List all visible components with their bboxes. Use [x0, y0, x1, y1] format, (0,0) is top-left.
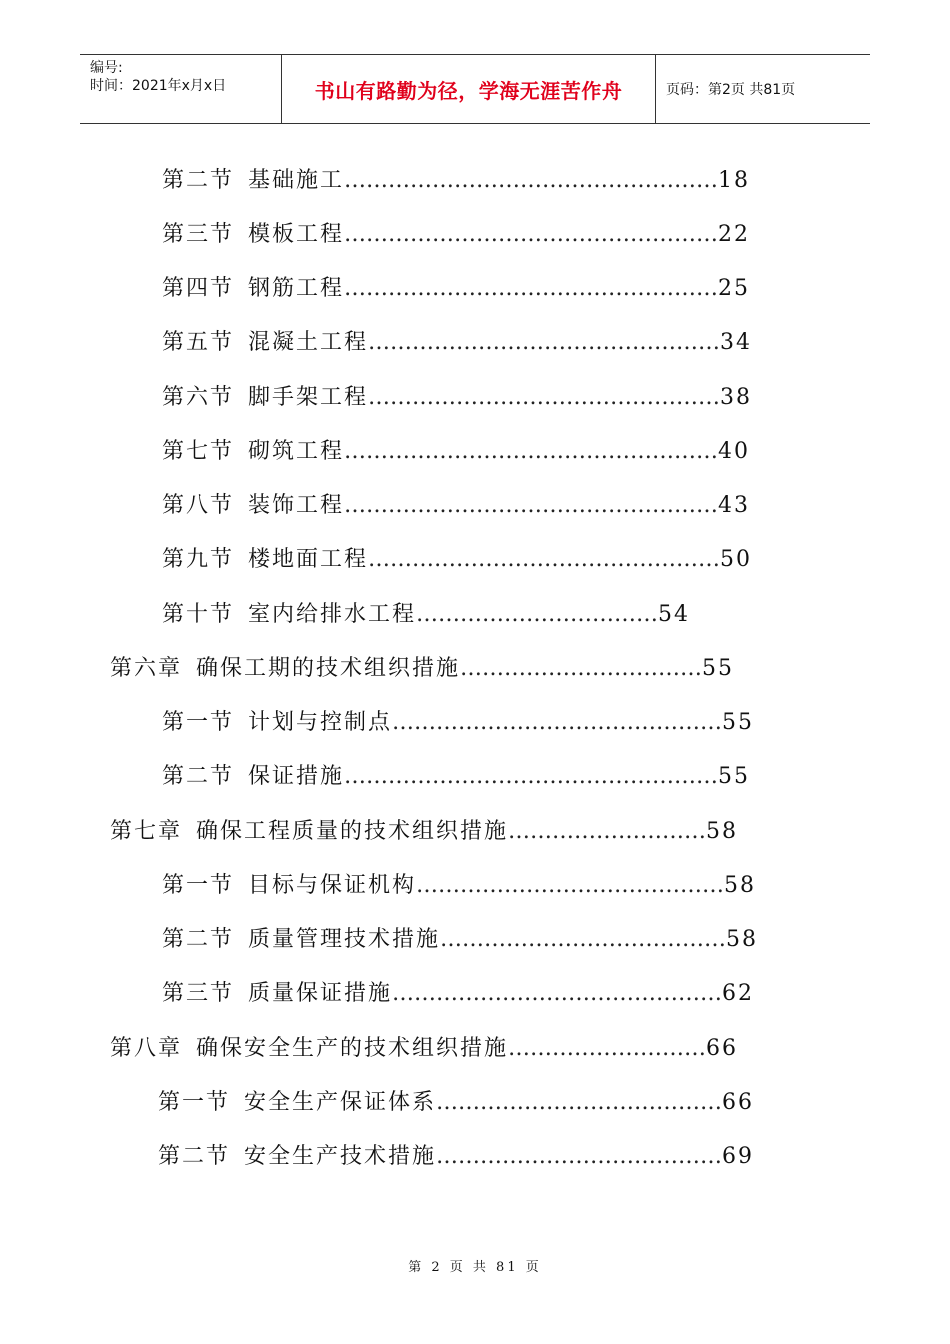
toc-number: 第八章	[110, 1036, 183, 1061]
toc-page: 62	[722, 981, 755, 1006]
toc-number: 第二节	[162, 927, 235, 952]
toc-number: 第二节	[158, 1144, 231, 1169]
toc-leader: …………………………………	[440, 927, 727, 952]
toc-page: 55	[718, 764, 751, 789]
toc-leader: …………………………………………	[368, 330, 721, 355]
date-label: 时间：2021年x月x日	[90, 78, 227, 94]
toc-entry[interactable]	[162, 979, 754, 1009]
toc-entry[interactable]	[162, 545, 752, 575]
toc-number: 第六节	[162, 385, 235, 410]
toc-entry[interactable]	[162, 383, 752, 413]
toc-entry[interactable]	[162, 871, 756, 901]
toc-entry[interactable]	[162, 166, 750, 196]
toc-title: 目标与保证机构	[248, 873, 417, 898]
toc-number: 第十节	[162, 602, 235, 627]
toc-number: 第六章	[110, 656, 183, 681]
toc-leader: ………………………	[508, 1036, 707, 1061]
toc-entry[interactable]	[162, 491, 750, 521]
toc-entry[interactable]	[162, 762, 750, 792]
toc-title: 确保工期的技术组织措施	[196, 656, 461, 681]
toc-page: 50	[720, 547, 753, 572]
toc-entry[interactable]	[162, 600, 690, 630]
toc-leader: ……………………………………………	[344, 222, 719, 247]
toc-title: 质量保证措施	[248, 981, 393, 1006]
toc-page: 69	[722, 1144, 755, 1169]
toc-page: 22	[718, 222, 751, 247]
toc-entry-chapter[interactable]	[110, 654, 734, 684]
toc-entry[interactable]	[162, 220, 750, 250]
toc-number: 第五节	[162, 330, 235, 355]
toc-page: 58	[706, 819, 739, 844]
toc-page: 25	[718, 276, 751, 301]
toc-number: 第八节	[162, 493, 235, 518]
toc-entry[interactable]	[162, 274, 750, 304]
toc-leader: ………………………	[508, 819, 707, 844]
toc-title: 基础施工	[248, 168, 345, 193]
toc-page: 66	[722, 1090, 755, 1115]
toc-leader: ……………………………………………	[344, 764, 719, 789]
toc-page: 43	[718, 493, 751, 518]
toc-title: 混凝土工程	[248, 330, 369, 355]
toc-leader: ……………………………	[416, 602, 659, 627]
toc-title: 确保安全生产的技术组织措施	[196, 1036, 509, 1061]
toc-entry[interactable]	[158, 1142, 754, 1172]
toc-number: 第四节	[162, 276, 235, 301]
toc-leader: ……………………………………………	[344, 276, 719, 301]
toc-leader: …………………………………………	[368, 547, 721, 572]
toc-entry[interactable]	[162, 328, 752, 358]
toc-leader: ……………………………………	[416, 873, 725, 898]
header-meta	[80, 55, 282, 123]
toc-number: 第二节	[162, 168, 235, 193]
toc-title: 砌筑工程	[248, 439, 345, 464]
toc-leader: ………………………………………	[392, 710, 723, 735]
toc-leader: …………………………………	[436, 1090, 723, 1115]
header-motto: 书山有路勤为径，学海无涯苦作舟	[282, 55, 656, 123]
toc-number: 第三节	[162, 981, 235, 1006]
serial-label: 编号:	[90, 60, 123, 76]
toc-entry-chapter[interactable]	[110, 817, 738, 847]
toc-leader: ……………………………………………	[344, 168, 719, 193]
toc-title: 质量管理技术措施	[248, 927, 441, 952]
page-header	[80, 54, 870, 124]
toc-title: 安全生产技术措施	[244, 1144, 437, 1169]
toc-number: 第一节	[162, 873, 235, 898]
toc-page: 55	[702, 656, 735, 681]
toc-leader: ……………………………………………	[344, 493, 719, 518]
toc-page: 58	[726, 927, 759, 952]
toc-page: 18	[718, 168, 751, 193]
toc-page: 66	[706, 1036, 739, 1061]
toc-number: 第七章	[110, 819, 183, 844]
toc-page: 55	[722, 710, 755, 735]
toc-title: 脚手架工程	[248, 385, 369, 410]
toc-title: 室内给排水工程	[248, 602, 417, 627]
toc-number: 第一节	[158, 1090, 231, 1115]
toc-title: 计划与控制点	[248, 710, 393, 735]
toc-page: 38	[720, 385, 753, 410]
toc-number: 第二节	[162, 764, 235, 789]
toc-entry[interactable]	[158, 1088, 754, 1118]
toc-number: 第七节	[162, 439, 235, 464]
toc-page: 40	[718, 439, 751, 464]
toc-entry[interactable]	[162, 925, 758, 955]
toc-leader: …………………………………	[436, 1144, 723, 1169]
toc-entry[interactable]	[162, 708, 754, 738]
toc-title: 装饰工程	[248, 493, 345, 518]
toc-leader: …………………………………………	[368, 385, 721, 410]
toc-leader: ………………………………………	[392, 981, 723, 1006]
toc-number: 第九节	[162, 547, 235, 572]
toc-title: 楼地面工程	[248, 547, 369, 572]
toc-leader: ……………………………………………	[344, 439, 719, 464]
page-footer: 第 2 页 共 81 页	[408, 1260, 542, 1275]
toc-page: 34	[720, 330, 753, 355]
toc-title: 确保工程质量的技术组织措施	[196, 819, 509, 844]
toc-page: 58	[724, 873, 757, 898]
toc-title: 安全生产保证体系	[244, 1090, 437, 1115]
toc-title: 模板工程	[248, 222, 345, 247]
toc-entry[interactable]	[162, 437, 750, 467]
toc-entry-chapter[interactable]	[110, 1034, 738, 1064]
toc-title: 钢筋工程	[248, 276, 345, 301]
header-page-info: 页码：第2页 共81页	[666, 82, 796, 98]
toc-title: 保证措施	[248, 764, 345, 789]
toc-number: 第三节	[162, 222, 235, 247]
toc-page: 54	[658, 602, 691, 627]
toc-leader: ……………………………	[460, 656, 703, 681]
toc-number: 第一节	[162, 710, 235, 735]
